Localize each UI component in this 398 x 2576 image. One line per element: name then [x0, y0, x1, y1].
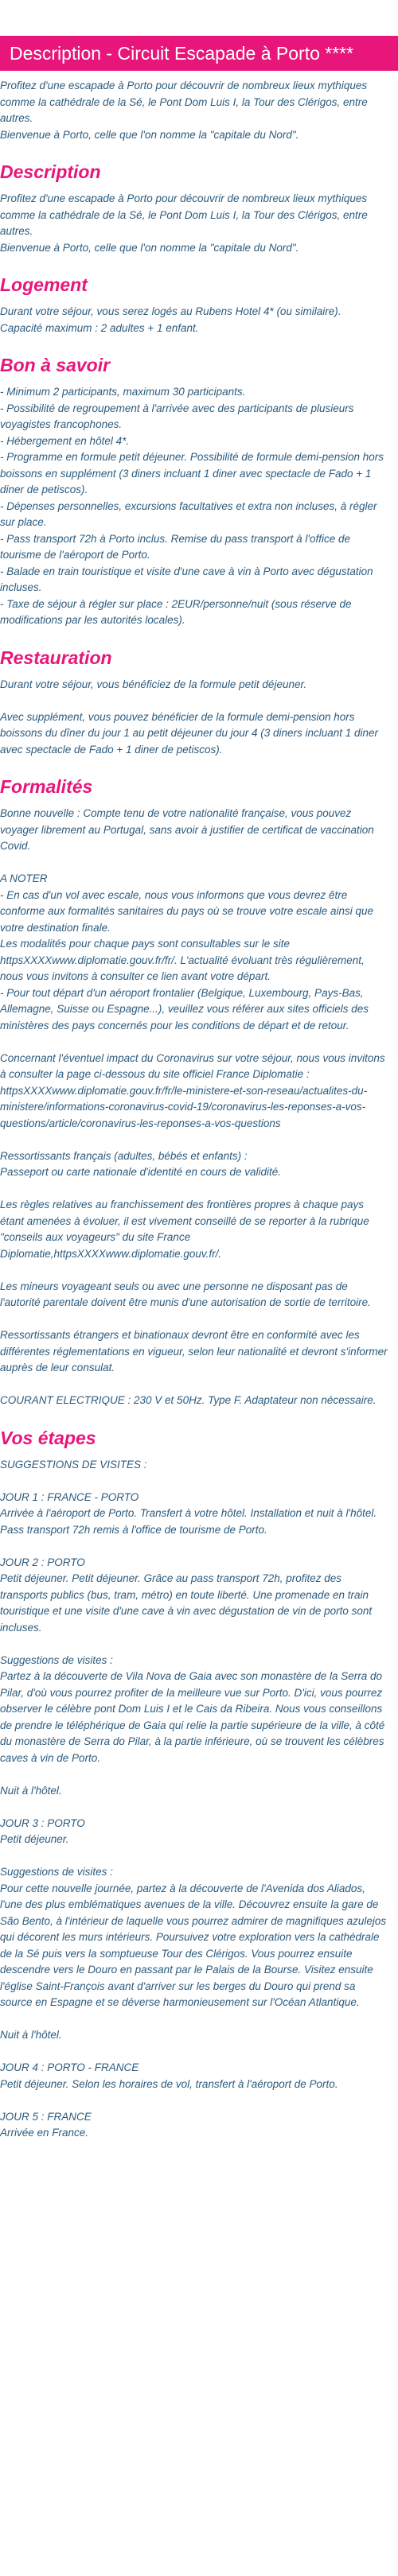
formalites-heading: Formalités — [0, 776, 93, 797]
page-title: Description - Circuit Escapade à Porto **** — [0, 36, 398, 71]
etapes-text: SUGGESTIONS DE VISITES : JOUR 1 : FRANCE - PORTO Arrivée à l'aéroport de Porto. Transfert à votre hôtel. Installation et nuit à l'hôtel. Pass transport 72h remis à l'office de tourisme de Porto. JOUR 2 : PORTO Petit déjeuner. Petit déjeuner. Grâce au pass transport 72h, profitez des transports publics (bus, tram, métro) en toute liberté. Une promenade en train touristique et une visite d'une cave à vin avec dégustation de vin de porto sont incluses. Suggestions de visites : Partez à la découverte de Vila Nova de Gaia avec son monastère de la Serra do Pilar, d'où vous pourrez profiter de la meilleure vue sur Porto. D'ici, vous pourrez observer le célèbre pont Dom Luis I et le Cais da Ribeira. Nous vous conseillons de prendre le téléphérique de Gaia qui relie la partie supérieure de la ville, à côté du monastère de Serra do Pilar, à la partie inférieure, où se trouvent les célèbres caves à vin de Porto. Nuit à l'hôtel. JOUR 3 : PORTO Petit déjeuner. Suggestions de visites : Pour cette nouvelle journée, partez à la découverte de l'Avenida dos Aliados, l'une des plus emblématiques avenues de la ville. Découvrez ensuite la gare de São Bento, à l'intérieur de laquelle vous pourrez admirer de magnifiques azulejos qui décorent les murs intérieurs. Poursuivez votre exploration vers la cathédrale de la Sé puis vers la somptueuse Tour des Clérigos. Vous pourrez ensuite descendre vers le Douro en passant par le Palais de la Bourse. Visitez ensuite l'église Saint-François avant d'arriver sur les berges du Douro qui prend sa source en Espagne et se déverse harmonieusement sur l'Océan Atlantique. Nuit à l'hôtel. JOUR 4 : PORTO - FRANCE Petit déjeuner. Selon les horaires de vol, transfert à l'aéroport de Porto. JOUR 5 : FRANCE Arrivée en France. — [0, 1458, 387, 2139]
intro-text: Profitez d'une escapade à Porto pour découvrir de nombreux lieux mythiques comme la cathédrale de la Sé, le Pont Dom Luis I, la Tour des Clérigos, entre autres. Bienvenue à Porto, celle que l'on nomme la "capitale du Nord". — [0, 80, 368, 141]
etapes-heading: Vos étapes — [0, 1427, 96, 1448]
description-text: Profitez d'une escapade à Porto pour découvrir de nombreux lieux mythiques comme la cathédrale de la Sé, le Pont Dom Luis I, la Tour des Clérigos, entre autres. Bienvenue à Porto, celle que l'on nomme la "capitale du Nord". — [0, 192, 368, 254]
restauration-heading: Restauration — [0, 647, 112, 668]
description-heading: Description — [0, 161, 101, 182]
logement-heading: Logement — [0, 274, 88, 295]
logement-text: Durant votre séjour, vous serez logés au Rubens Hotel 4* (ou similaire). Capacité maximum : 2 adultes + 1 enfant. — [0, 305, 341, 334]
bon-a-savoir-heading: Bon à savoir — [0, 355, 111, 375]
bon-a-savoir-text: - Minimum 2 participants, maximum 30 participants. - Possibilité de regroupement à l'arrivée avec des participants de plusieurs voyagistes francophones. - Hébergement en hôtel 4*. - Programme en formule petit déjeuner. Possibilité de formule demi-pension hors boissons en supplément (3 diners incluant 1 diner avec spectacle de Fado + 1 diner de petiscos). - Dépenses personnelles, excursions facultatives et extra non incluses, à régler sur place. - Pass transport 72h à Porto inclus. Remise du pass transport à l'office de tourisme de l'aéroport de Porto. - Balade en train touristique et visite d'une cave à vin à Porto avec dégustation incluses. - Taxe de séjour à régler sur place : 2EUR/personne/nuit (sous réserve de modifications par les autorités locales). — [0, 386, 384, 626]
content — [0, 78, 398, 2142]
formalites-text: Bonne nouvelle : Compte tenu de votre nationalité française, vous pouvez voyager librement au Portugal, sans avoir à justifier de certificat de vaccination Covid. A NOTER - En cas d'un vol avec escale, nous vous informons que vous devrez être conforme aux formalités sanitaires du pays où se trouve votre escale ainsi que votre destination finale. Les modalités pour chaque pays sont consultables sur le site httpsXXXXwww.diplomatie.gouv.fr/fr/. L'actualité évoluant très régulièrement, nous vous invitons à consulter ce lien avant votre départ. - Pour tout départ d'un aéroport frontalier (Belgique, Luxembourg, Pays-Bas, Allemagne, Suisse ou Espagne...), veuillez vous référer aux sites officiels des ministères des pays concernés pour les conditions de départ et de retour. Concernant l'éventuel impact du Coronavirus sur votre séjour, nous vous invitons à consulter la page ci-dessous du site officiel France Diplomatie : httpsXXXXwww.diplomatie.gouv.fr/fr/le-ministere-et-son-reseau/actualites-du-ministere/informations-coronavirus-covid-19/coronavirus-les-reponses-a-vos-questions/article/coronavirus-les-reponses-a-vos-questions Ressortissants français (adultes, bébés et enfants) : Passeport ou carte nationale d'identité en cours de validité. Les règles relatives au franchissement des frontières propres à chaque pays étant amenées à évoluer, il est vivement conseillé de se reporter à la rubrique "conseils aux voyageurs" du site France Diplomatie,httpsXXXXwww.diplomatie.gouv.fr/. Les mineurs voyageant seuls ou avec une personne ne disposant pas de l'autorité parentale doivent être munis d'une autorisation de sortie de territoire. Ressortissants étrangers et binationaux devront être en conformité avec les différentes réglementations en vigueur, selon leur nationalité et devront s'informer auprès de leur consulat. COURANT ELECTRIQUE : 230 V et 50Hz. Type F. Adaptateur non nécessaire. — [0, 807, 388, 1406]
restauration-text: Durant votre séjour, vous bénéficiez de la formule petit déjeuner. Avec supplément, vous pouvez bénéficier de la formule demi-pension hors boissons du dîner du jour 1 au petit déjeuner du jour 4 (3 diners incluant 1 diner avec spectacle de Fado + 1 diner de petiscos). — [0, 678, 379, 756]
